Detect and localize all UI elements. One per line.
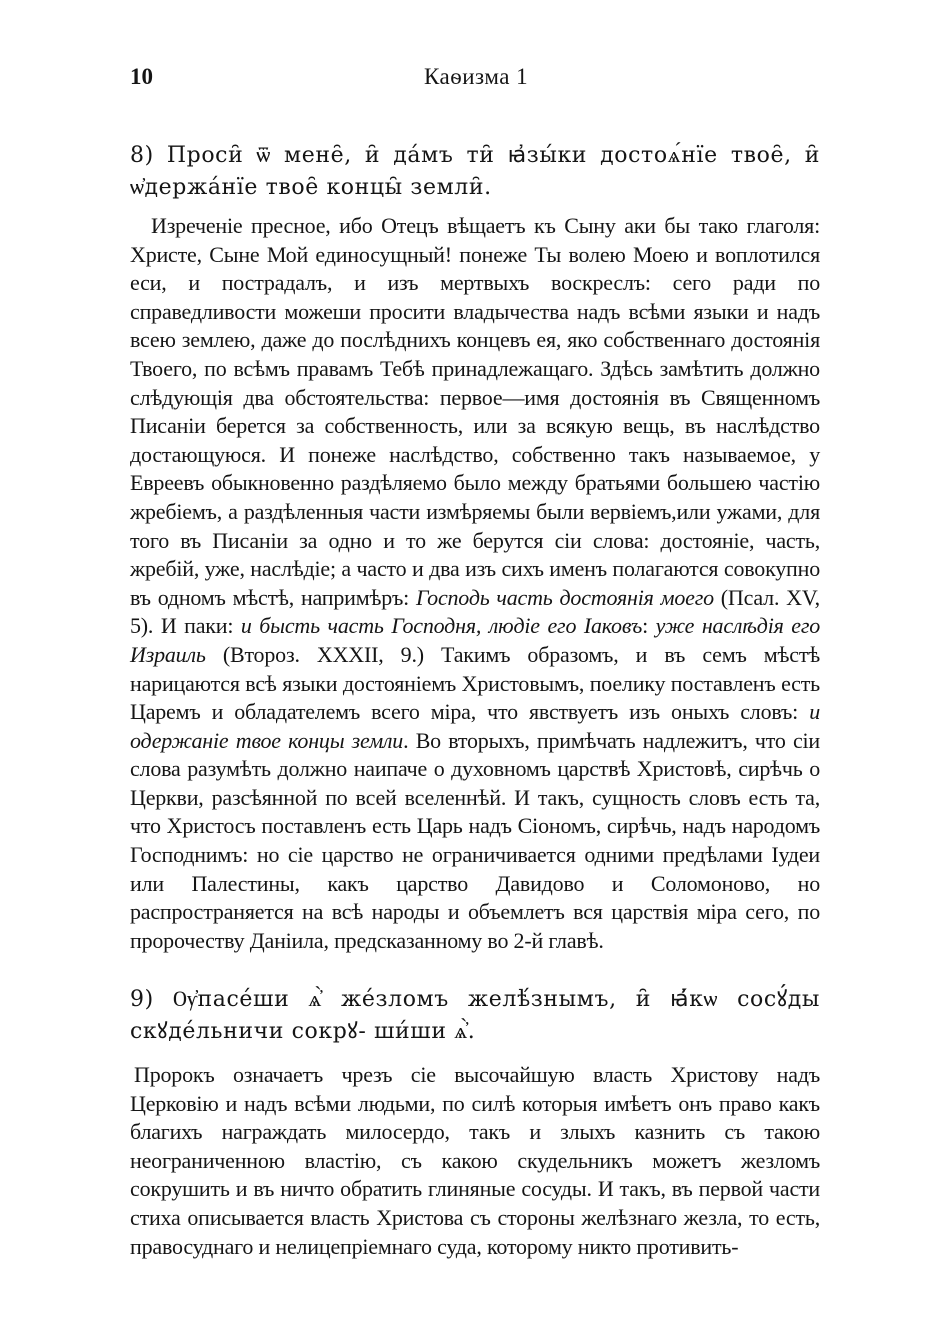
italic-quote: и бысть часть Господня, людіе его Іаковъ bbox=[240, 613, 643, 639]
page-header bbox=[130, 64, 820, 94]
commentary-text: (Псал. XV, 5). И паки: bbox=[130, 584, 820, 639]
commentary-text: (Второз. XXXII, 9.) Такимъ образомъ, и въ семъ мѣстѣ нарицаются всѣ языки достояніемъ Христовымъ, поелику поставленъ есть Царемъ и обладателемъ всего міра, что явствуетъ изъ оныхъ словъ: bbox=[130, 641, 820, 725]
running-title: Каѳизма 1 bbox=[424, 64, 529, 89]
commentary-text: . Во вторыхъ, примѣчать надлежитъ, что сіи слова разумѣть должно наипаче о духовномъ царствѣ Христовѣ, сирѣчь о Церкви, разсѣянной по всей вселеннѣй. И такъ, сущность словъ есть та, что Христосъ поставленъ есть Царь надъ Сіономъ, сирѣчь, надъ народомъ Господнимъ: но сіе царство не ограничивается одними предѣлами Іудеи или Палестины, какъ царство Давидово и Соломоново, но распространяется на всѣ народы и объемлетъ вся царствія міра сего, по пророчеству Даніила, предсказанному во 2-й главѣ. bbox=[130, 727, 821, 953]
page-number: 10 bbox=[130, 64, 153, 89]
verse-8-church-slavonic: 8) Проси̑ ѿ мене̑, и̑ да́мъ ти̑ ꙗ҆зы́ки достоѧ́нїе твое̑, и̑ ѡ҆держа́нїе твое̑ концы̑ земли̑. bbox=[130, 143, 820, 200]
commentary-text: : bbox=[642, 613, 656, 639]
italic-quote: и одержаніе твое концы земли bbox=[130, 699, 820, 753]
commentary-verse-8 bbox=[130, 212, 820, 955]
verse-9-church-slavonic: 9) Ѹ҆пасе́ши ѧ҆̀ же́зломъ желѣ́знымъ, и̑ ꙗ҆́кѡ сосꙋ́ды скꙋде́льничи сокрꙋ- ши́ши ѧ҆̀. bbox=[130, 987, 820, 1044]
commentary-verse-9: Пророкъ означаетъ чрезъ сіе высочайшую власть Христову надъ Церковію и надъ всѣми людьми, по силѣ которыя имѣетъ онъ право какъ благихъ награждать милосердо, такъ и злыхъ казнить съ такою неограниченною властію, съ какою скудельникъ можетъ жезломъ сокрушить и въ ничто обратить глиняные сосуды. И такъ, въ первой части стиха описывается власть Христова съ стороны желѣзнаго жезла, то есть, правосуднаго и нелицепріемнаго суда, которому никто противить- bbox=[130, 1062, 820, 1259]
commentary-text: Изреченіе пресное, ибо Отецъ вѣщаетъ къ Сыну аки бы тако глаголя: Христе, Сыне Мой единосущный! понеже Ты волею Моею и воплотился еси, и пострадалъ, и изъ мертвыхъ воскреслъ: сего ради по справедливости можеши просити владычества надъ всѣми языки и надъ всею землею, даже до послѣднихъ концевъ ея, яко собственнаго достоянія Твоего, по всѣмъ правамъ Тебѣ принадлежащаго. Здѣсь замѣтить должно слѣдующія два обстоятельства: первое—имя достоянія въ Священномъ Писаніи берется за собственность, или за всякую вещь, въ наслѣдство достающуюся. И понеже наслѣдство, собственно такъ называемое, у Евреевъ обыкновенно раздѣляемо было между братьями большею частію жребіемъ, а раздѣленныя части измѣряемы были вервіемъ,или ужами, для того въ Писаніи за одно и то же берутся сіи слова: достояніе, часть, жребій, уже, наслѣдіе; а часто и два изъ сихъ именъ полагаются совокупно въ одномъ мѣстѣ, напримѣръ: bbox=[130, 213, 820, 610]
italic-quote: Господь часть достоянія моего bbox=[415, 584, 714, 610]
italic-quote: уже наслѣдія его Израиль bbox=[130, 613, 821, 667]
